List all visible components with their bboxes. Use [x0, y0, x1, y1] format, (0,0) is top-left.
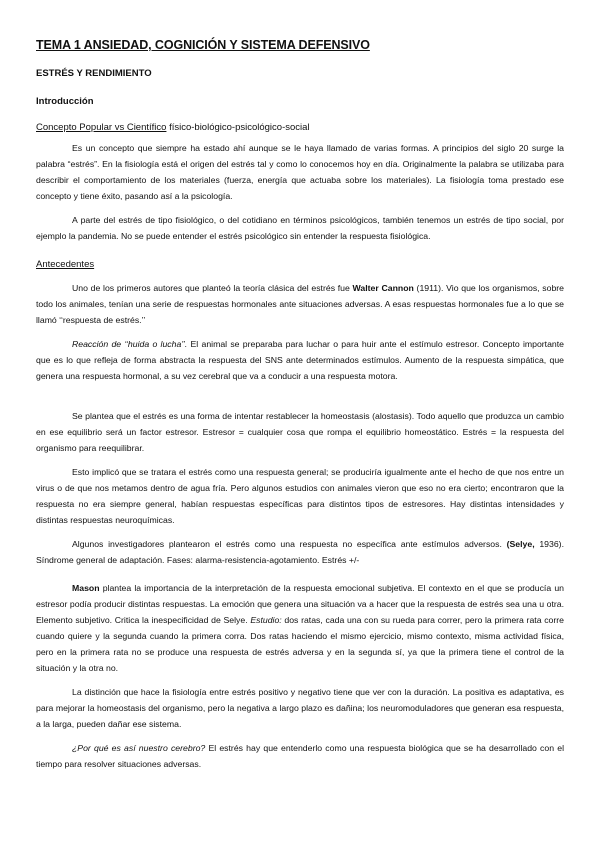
p1-text-b: (1911). Vio que los organismos, sobre todo los animales, tenían una serie de respuestas hormonales ante situaciones adversas. A esas respuestas hormonales fue a lo que se llamó ‘‘respuesta de estrés.’’ — [36, 283, 565, 325]
section-heading: ESTRÉS Y RENDIMIENTO — [36, 68, 152, 79]
p8-text: El estrés hay que entenderlo como una respuesta biológica que se ha desarrollado con el tiempo para resolver situaciones adversas. — [36, 743, 564, 769]
antecedentes-heading: Antecedentes — [36, 259, 95, 270]
p5-text-b: 1936). Síndrome general de adaptación. Fases: alarma-resistencia-agotamiento. Estrés +/- — [36, 539, 564, 565]
antecedentes-paragraph-8 — [36, 740, 564, 772]
antecedentes-paragraph-6 — [36, 580, 564, 676]
p6-text-a: plantea la importancia de la interpretación de la respuesta emocional subjetiva. El contexto en el que se producía un estresor podía producir distintas respuestas. La emoción que genera una situación va a hacer que la respuesta de estrés sea una u otra. Elemento subjetivo. Critica la inespecificidad de Selye. — [36, 583, 564, 625]
intro-paragraph-2: A parte del estrés de tipo fisiológico, o del cotidiano en términos psicológicos, también tenemos un estrés de tipo social, por ejemplo la pandemia. No se puede entender el estrés psicológico sin entender la respuesta fisiológica. — [36, 215, 564, 241]
antecedentes-paragraph-7: La distinción que hace la fisiología entre estrés positivo y negativo tiene que ver con la duración. La positiva es adaptativa, es para mejorar la homeostasis del organismo, pero la negativa a largo plazo es dañina; los neuromoduladores que generan esa respuesta, a la larga, pueden dañar ese sistema. — [36, 687, 564, 729]
antecedentes-paragraph-1 — [36, 280, 564, 328]
antecedentes-paragraph-4: Esto implicó que se tratara el estrés como una respuesta general; se produciría igualmente ante el hecho de que nos entre un virus o de que nos metamos dentro de agua fría. Pero algunos estudios con animales vieron que eso no era cierto; encontraron que la respuesta no era siempre general, habían respuestas específicas para distintos tipos de estresores. Hay distintas intensidades y distintas respuestas neuroquímicas. — [36, 467, 564, 525]
concept-rest: físico-biológico-psicológico-social — [169, 122, 310, 133]
page-title: TEMA 1 ANSIEDAD, COGNICIÓN Y SISTEMA DEFENSIVO — [36, 38, 370, 52]
p6-text-b: dos ratas, cada una con su rueda para correr, pero la primera rata corre cuando quiere y la segunda cuando la primera corra. Dos ratas haciendo el mismo ejercicio, mismo contexto, misma actividad física, pero en la primera rata no se produce una respuesta de estrés adversa y en la segunda sí, ya que la primera tiene el control de la situación y la otra no. — [36, 615, 564, 673]
p5-text-a: Algunos investigadores plantearon el estrés como una respuesta no específica ante estímulos adversos. — [72, 539, 502, 549]
p1-text-a: Uno de los primeros autores que planteó la teoría clásica del estrés fue — [72, 283, 350, 293]
author-cannon: Walter Cannon — [352, 283, 414, 293]
antecedentes-paragraph-3: Se plantea que el estrés es una forma de intentar restablecer la homeostasis (alostasis). Todo aquello que produzca un cambio en ese equilibrio será un factor estresor. Estresor = cualquier cosa que rompa el equilibrio homeostático. Estrés = la respuesta del organismo para reequilibrar. — [36, 411, 564, 453]
concept-line — [36, 122, 310, 133]
author-mason: Mason — [72, 583, 100, 593]
concept-label: Concepto Popular vs Científico — [36, 122, 167, 133]
antecedentes-paragraph-5 — [36, 536, 564, 568]
p2-italic: Reacción de ‘‘huida o lucha’’. — [72, 339, 188, 349]
antecedentes-paragraph-2 — [36, 336, 564, 384]
subsection-heading: Introducción — [36, 96, 94, 107]
intro-paragraph-1: Es un concepto que siempre ha estado ahí aunque se le haya llamado de varias formas. A principios del siglo 20 surge la palabra “estrés”. En la fisiología está el origen del estrés tal y como lo conocemos hoy en día. Originalmente la palabra se utilizaba para describir el comportamiento de los materiales (fuerza, energía que actuaba sobre los materiales). La fisiología toma prestado ese concepto y tiene éxito, pasando así a la psicología. — [36, 143, 564, 201]
author-selye: (Selye, — [506, 539, 535, 549]
p6-study-label: Estudio: — [250, 615, 282, 625]
p8-italic: ¿Por qué es así nuestro cerebro? — [72, 743, 206, 753]
p2-text: El animal se preparaba para luchar o para huir ante el estímulo estresor. Concepto importante que es lo que refleja de forma abstracta la respuesta del SNS ante determinados estímulos. Aumento de la respuesta simpática, que genera una respuesta hormonal, a su vez cerebral que va a conducir a una respuesta motora. — [36, 339, 564, 381]
